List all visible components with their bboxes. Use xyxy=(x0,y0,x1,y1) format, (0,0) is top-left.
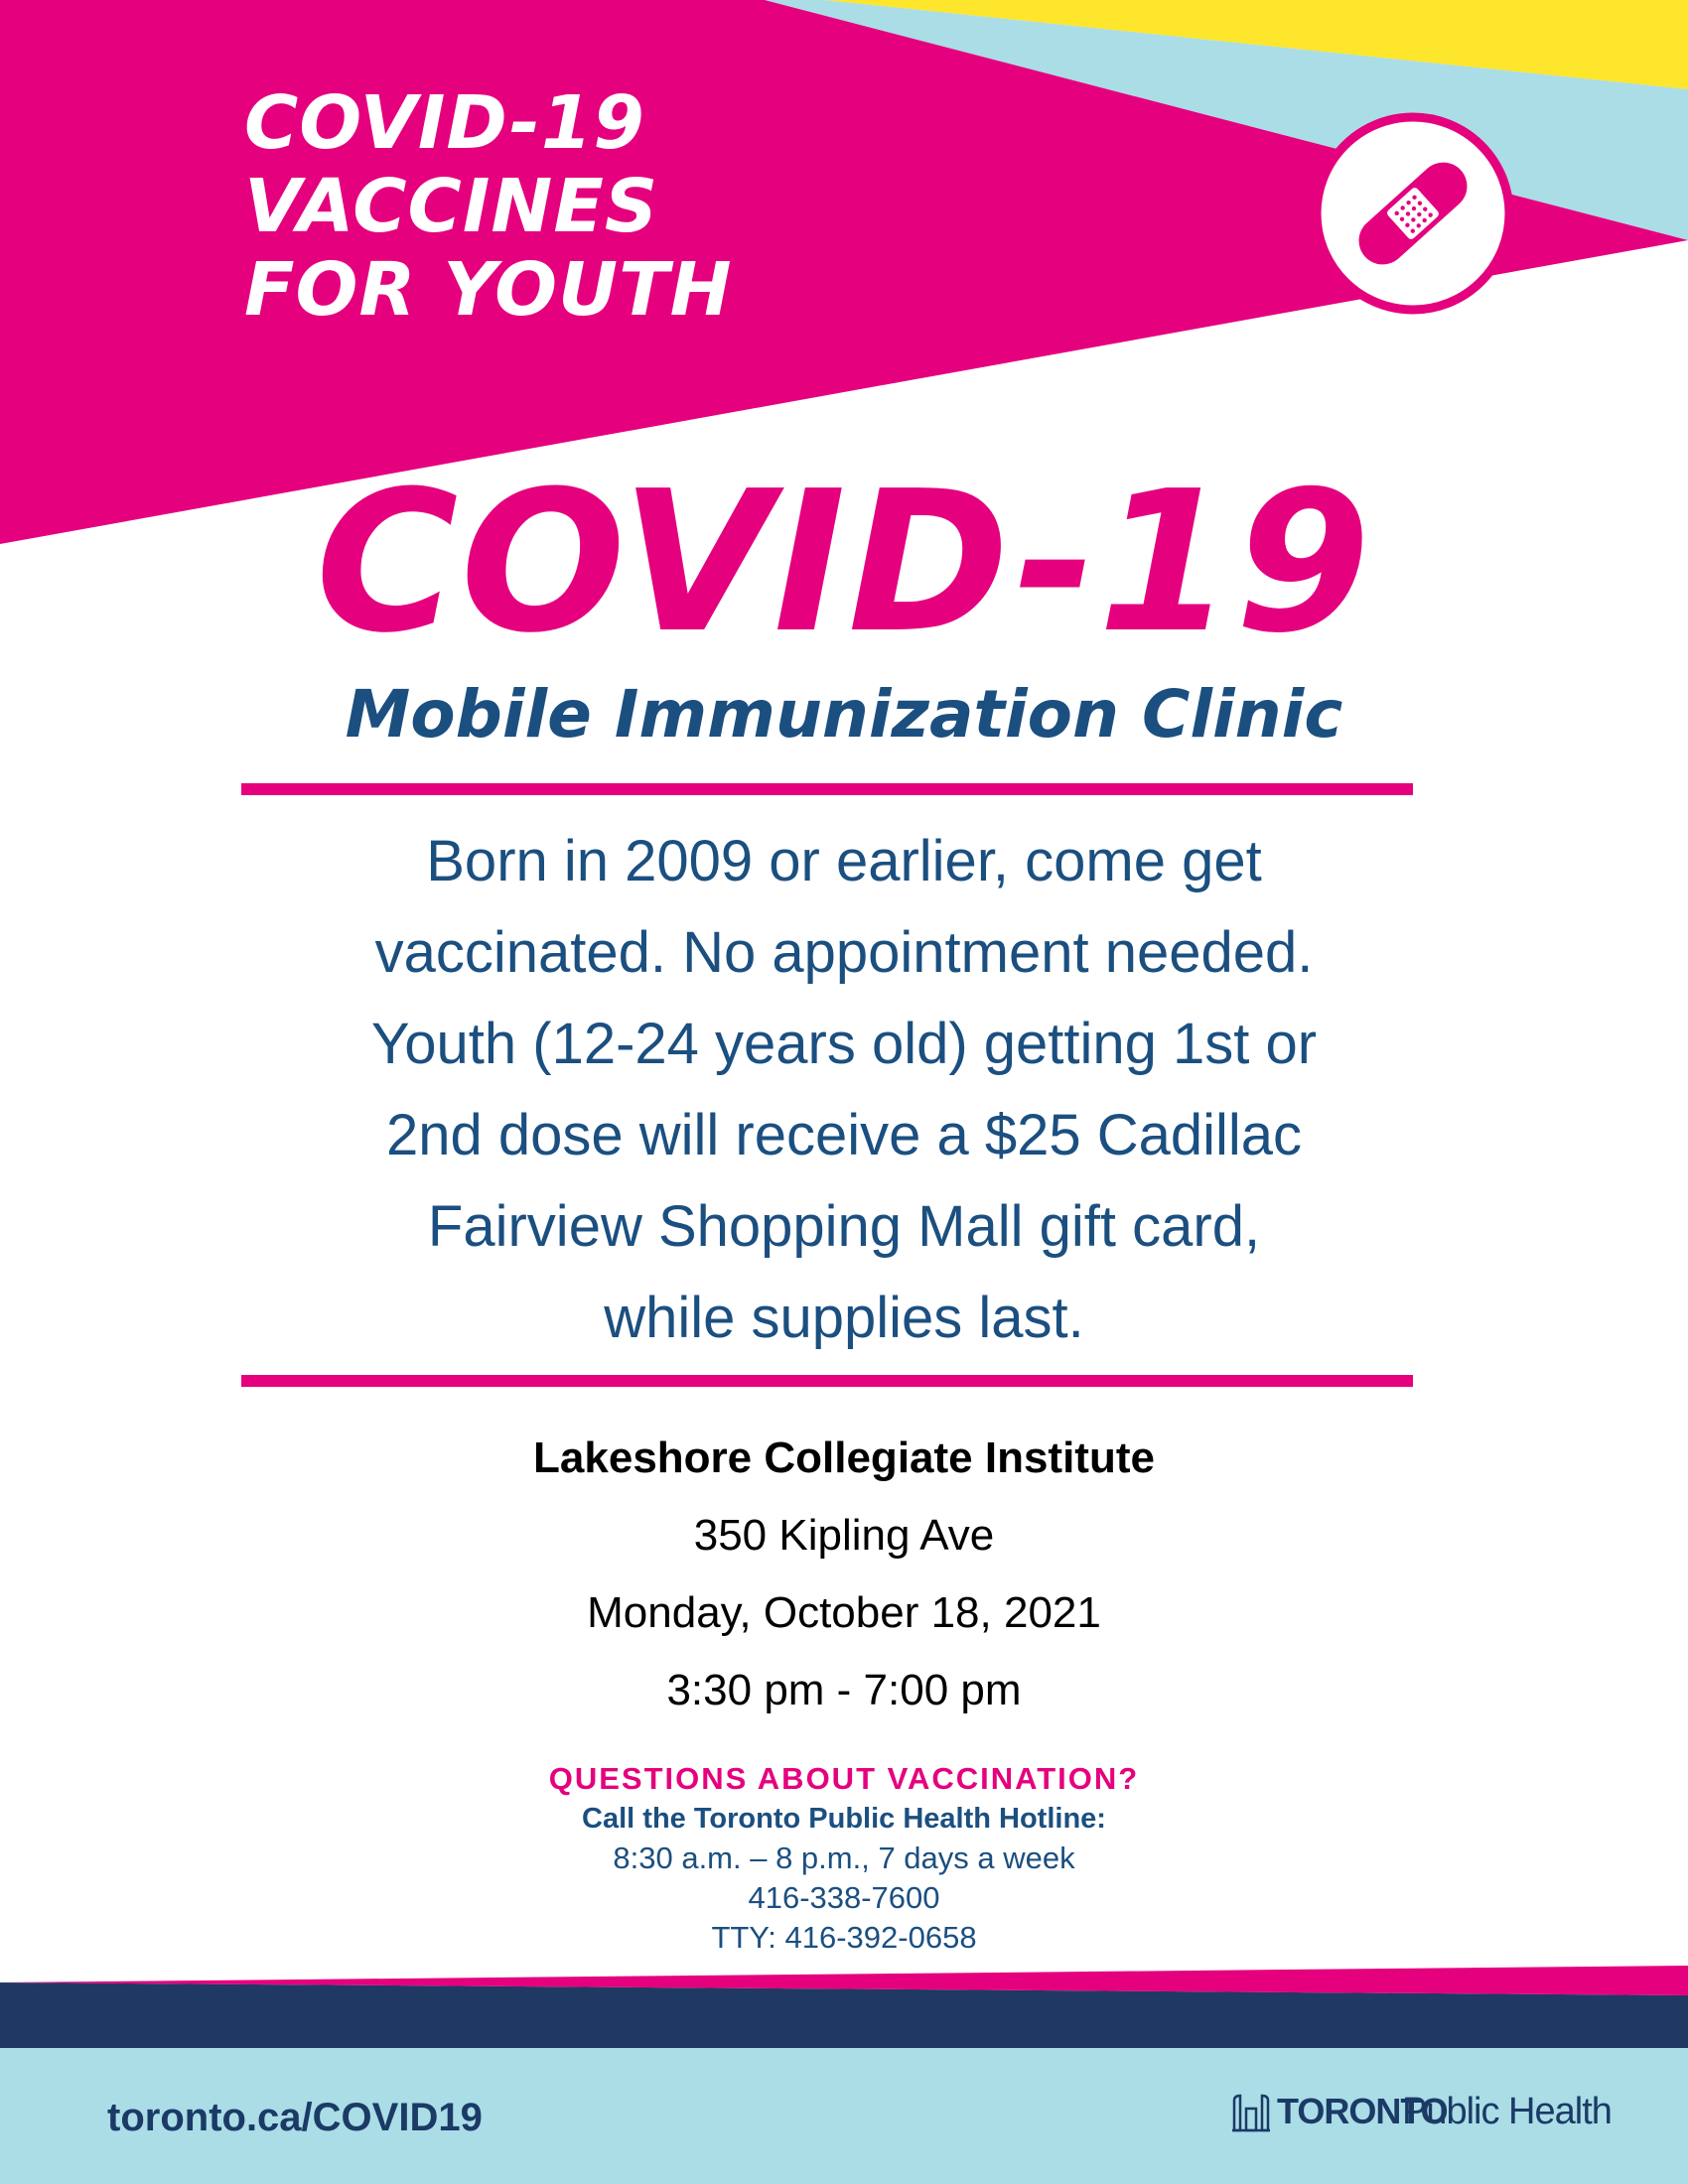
eligibility-text xyxy=(199,816,1489,1364)
eligibility-line: 2nd dose will receive a $25 Cadillac xyxy=(385,1103,1303,1167)
questions-heading: QUESTIONS ABOUT VACCINATION? xyxy=(548,1761,1140,1796)
hotline-call-text: Call the Toronto Public Health Hotline: xyxy=(582,1803,1106,1835)
logo-public-health-text: Public Health xyxy=(1402,2091,1612,2132)
clinic-details xyxy=(0,1420,1688,1729)
main-title: COVID-19 xyxy=(315,450,1373,676)
clinic-address: 350 Kipling Ave xyxy=(693,1511,995,1560)
clinic-date: Monday, October 18, 2021 xyxy=(587,1588,1101,1637)
city-hall-icon xyxy=(1231,2093,1271,2132)
clinic-venue: Lakeshore Collegiate Institute xyxy=(533,1433,1155,1482)
divider-bottom xyxy=(241,1375,1413,1387)
hotline-tty: TTY: 416-392-0658 xyxy=(711,1920,977,1955)
divider-top xyxy=(241,783,1413,795)
clinic-time: 3:30 pm - 7:00 pm xyxy=(666,1666,1022,1714)
youth-heading-line: COVID-19 xyxy=(244,80,645,166)
bandage-icon xyxy=(1311,111,1515,316)
eligibility-line: Youth (12-24 years old) getting 1st or xyxy=(370,1012,1318,1076)
youth-heading-line: FOR YOUTH xyxy=(244,247,733,333)
hotline-phone: 416-338-7600 xyxy=(748,1880,940,1915)
eligibility-line: Born in 2009 or earlier, come get xyxy=(426,829,1262,893)
clinic-subtitle: Mobile Immunization Clinic xyxy=(345,676,1343,752)
eligibility-line: while supplies last. xyxy=(604,1286,1084,1350)
website-link[interactable]: toronto.ca/COVID19 xyxy=(107,2096,483,2139)
eligibility-line: Fairview Shopping Mall gift card, xyxy=(427,1194,1261,1259)
toronto-public-health-logo xyxy=(1231,2085,1648,2144)
hotline-hours: 8:30 a.m. – 8 p.m., 7 days a week xyxy=(613,1841,1075,1875)
youth-heading-line: VACCINES xyxy=(244,164,659,249)
youth-heading xyxy=(244,81,939,332)
hotline-info xyxy=(0,1759,1688,1958)
eligibility-line: vaccinated. No appointment needed. xyxy=(374,920,1314,985)
logo-toronto-text: TORONTO xyxy=(1277,2091,1448,2131)
